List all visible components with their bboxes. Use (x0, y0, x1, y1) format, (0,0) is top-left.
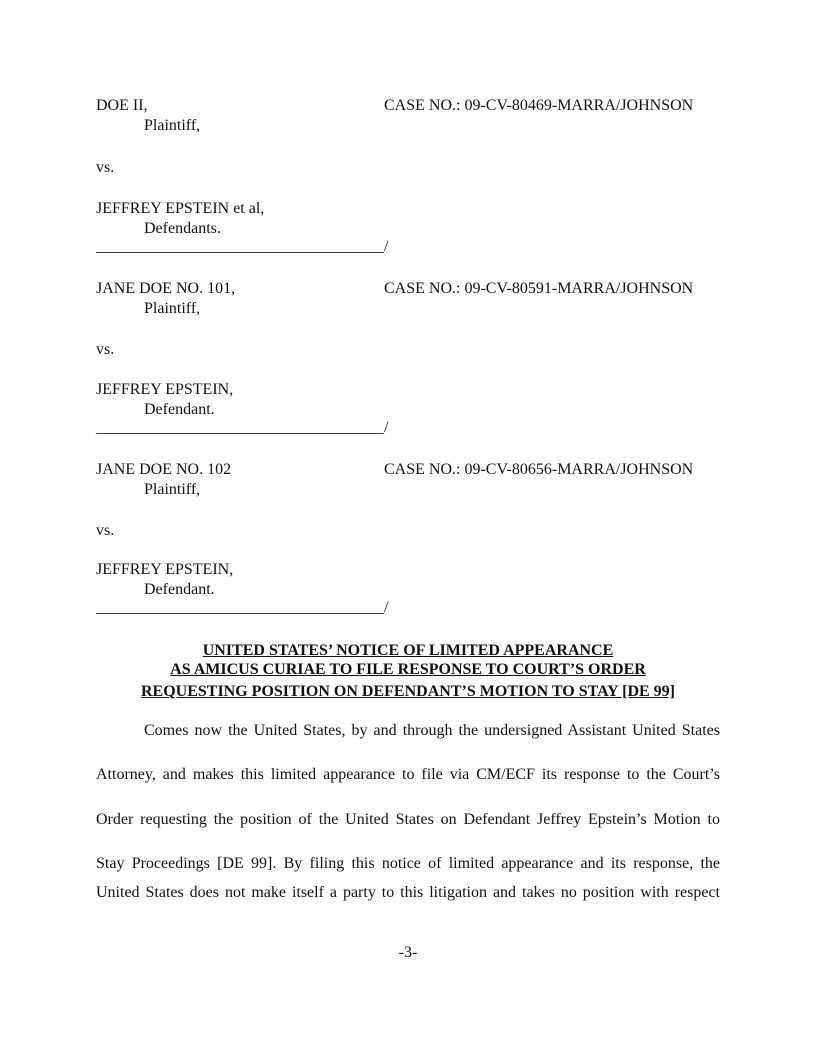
case2-signature-line: ____________________________________/ (96, 419, 389, 436)
case2-plaintiff: JANE DOE NO. 101, (96, 280, 236, 297)
case2-vs: vs. (96, 341, 115, 358)
case1-signature-line: ____________________________________/ (96, 238, 389, 255)
case3-plaintiff: JANE DOE NO. 102 (96, 461, 232, 478)
case3-signature-line: ____________________________________/ (96, 599, 389, 616)
body-line-5: United States does not make itself a party to this litigation and takes no position with respect (96, 884, 720, 901)
case1-defendant-role: Defendants. (144, 220, 221, 237)
case1-plaintiff-role: Plaintiff, (144, 117, 201, 134)
case2-plaintiff-role: Plaintiff, (144, 300, 201, 317)
case1-plaintiff: DOE II, (96, 97, 148, 114)
document-title-line-2: AS AMICUS CURIAE TO FILE RESPONSE TO COURT’S ORDER (170, 661, 646, 678)
page-number: -3- (398, 944, 418, 961)
case1-case-number: CASE NO.: 09-CV-80469-MARRA/JOHNSON (384, 97, 694, 114)
case3-case-number: CASE NO.: 09-CV-80656-MARRA/JOHNSON (384, 461, 694, 478)
body-line-2: Attorney, and makes this limited appearance to file via CM/ECF its response to the Court’s (96, 766, 720, 783)
case3-defendant: JEFFREY EPSTEIN, (96, 561, 234, 578)
document-title-line-3: REQUESTING POSITION ON DEFENDANT’S MOTION TO STAY [DE 99] (140, 683, 676, 700)
case3-plaintiff-role: Plaintiff, (144, 481, 201, 498)
case3-defendant-role: Defendant. (144, 581, 215, 598)
case1-defendant: JEFFREY EPSTEIN et al, (96, 200, 265, 217)
case1-vs: vs. (96, 159, 115, 176)
body-line-3: Order requesting the position of the United States on Defendant Jeffrey Epstein’s Motion to (96, 811, 720, 828)
body-line-4: Stay Proceedings [DE 99]. By filing this notice of limited appearance and its response, the (96, 855, 720, 872)
document-title-line-1: UNITED STATES’ NOTICE OF LIMITED APPEARANCE (202, 642, 614, 659)
case2-case-number: CASE NO.: 09-CV-80591-MARRA/JOHNSON (384, 280, 694, 297)
case3-vs: vs. (96, 522, 115, 539)
case2-defendant-role: Defendant. (144, 401, 215, 418)
body-line-1: Comes now the United States, by and through the undersigned Assistant United States (144, 722, 720, 739)
case2-defendant: JEFFREY EPSTEIN, (96, 381, 234, 398)
